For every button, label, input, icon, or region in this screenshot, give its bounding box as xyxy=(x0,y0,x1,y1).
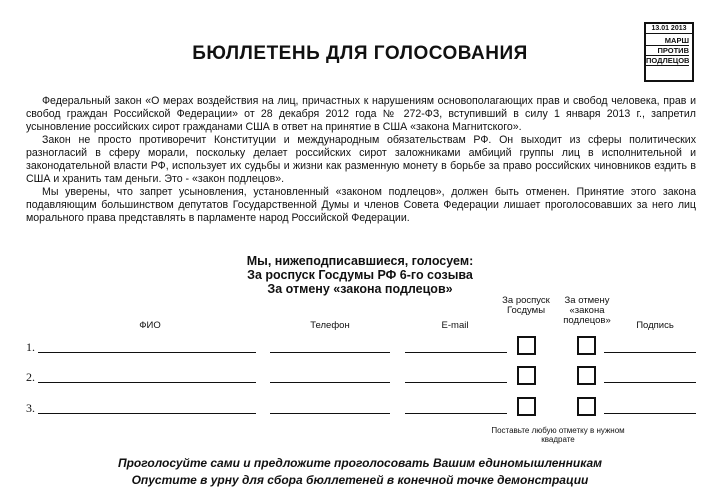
phone-field-1[interactable] xyxy=(270,352,390,353)
checkbox-hint: Поставьте любую отметку в нужном квадрате xyxy=(491,426,625,444)
fio-field-1[interactable] xyxy=(38,352,256,353)
repeal-checkbox-1[interactable] xyxy=(577,336,596,355)
repeal-checkbox-3[interactable] xyxy=(577,397,596,416)
signature-field-1[interactable] xyxy=(604,352,696,353)
phone-field-2[interactable] xyxy=(270,382,390,383)
fio-field-3[interactable] xyxy=(38,413,256,414)
col-header-repeal: За отмену «закона подлецов» xyxy=(563,295,611,326)
stamp-line-2: ПРОТИВ xyxy=(646,47,689,56)
body-text xyxy=(26,95,696,225)
col-header-phone: Телефон xyxy=(310,320,350,331)
vote-heading-line-3: За отмену «закона подлецов» xyxy=(267,282,453,296)
stamp-line-1: МАРШ xyxy=(646,37,689,46)
footer-line-1: Проголосуйте сами и предложите проголосовать Вашим единомышленникам xyxy=(117,456,603,470)
signature-field-3[interactable] xyxy=(604,413,696,414)
repeal-checkbox-2[interactable] xyxy=(577,366,596,385)
page-title: БЮЛЛЕТЕНЬ ДЛЯ ГОЛОСОВАНИЯ xyxy=(192,43,528,64)
footer-line-2: Опустите в урну для сбора бюллетеней в конечной точке демонстрации xyxy=(131,473,589,487)
email-field-3[interactable] xyxy=(405,413,507,414)
vote-heading-line-1: Мы, нижеподписавшиеся, голосуем: xyxy=(246,254,474,268)
row-number-1: 1. xyxy=(26,340,35,354)
row-number-2: 2. xyxy=(26,370,35,384)
fio-field-2[interactable] xyxy=(38,382,256,383)
col-header-dissolve: За роспуск Госдумы xyxy=(502,295,550,316)
vote-heading-line-2: За роспуск Госдумы РФ 6-го созыва xyxy=(247,268,473,282)
dissolve-checkbox-1[interactable] xyxy=(517,336,536,355)
col-header-fio: ФИО xyxy=(139,320,161,331)
dissolve-checkbox-2[interactable] xyxy=(517,366,536,385)
dissolve-checkbox-3[interactable] xyxy=(517,397,536,416)
col-header-email: E-mail xyxy=(441,320,469,331)
signature-field-2[interactable] xyxy=(604,382,696,383)
paragraph-2: Закон не просто противоречит Конституции и международным обязательствам РФ. Он выходит из сферы политических разногласий в сферу морали, поскольку делает российских сирот заложниками амбиций группы лиц в исполнительной и законодательной власти РФ, использует их судьбы и жизни как разменную монету в борьбе за право российских чиновников ездить в США и хранить там деньги. Это - «закон подлецов». xyxy=(26,134,696,185)
paragraph-1: Федеральный закон «О мерах воздействия на лиц, причастных к нарушениям основополагающих прав и свобод человека, прав и свобод граждан Российской Федерации» от 28 декабря 2012 года № 272-ФЗ, вступивший в силу 1 января 2013 г., запретил усыновление российских сирот гражданами США в ответ на принятие в США «закона Магнитского». xyxy=(26,95,696,133)
row-number-3: 3. xyxy=(26,401,35,415)
phone-field-3[interactable] xyxy=(270,413,390,414)
email-field-2[interactable] xyxy=(405,382,507,383)
paragraph-3: Мы уверены, что запрет усыновления, установленный «законом подлецов», должен быть отменен. Принятие этого закона подавляющим большинством депутатов Государственной Думы и членов Совета Федерации лишает проголосовавших за него лиц морального права представлять в парламенте народ Российской Федерации. xyxy=(26,186,696,224)
stamp-line-3: ПОДЛЕЦОВ xyxy=(646,56,690,65)
vote-heading xyxy=(0,254,720,296)
email-field-1[interactable] xyxy=(405,352,507,353)
col-header-signature: Подпись xyxy=(636,320,674,331)
stamp-date: 13.01 2013 xyxy=(646,24,692,34)
